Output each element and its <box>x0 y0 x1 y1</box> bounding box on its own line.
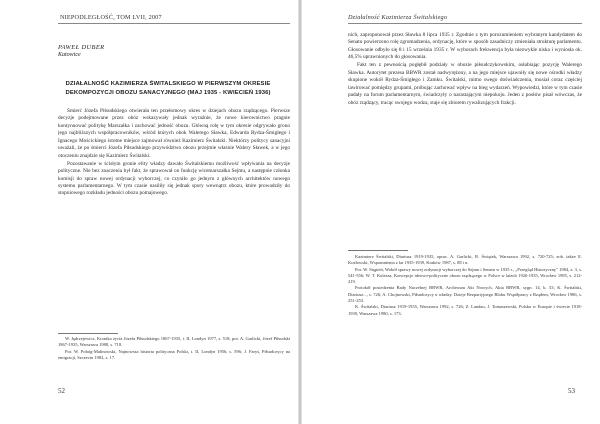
author-name: PAWEŁ DUBER <box>58 44 105 51</box>
author-city: Katowice <box>58 52 81 58</box>
footnote: Por. W. Stępień, Wokół sprawy nowej ordynacji wyborczej do Sejmu i Senatu w 1935 r., „Przegląd Historyczny" 1984, z. 3, s. 541-556; W. T. Kulesza, Koncepcje ideowo-polityczne obozu rządzącego w Polsce w latach 1926-1935, Wrocław 1985, s. 212-219. <box>348 266 582 285</box>
article-title: DZIAŁALNOŚĆ KAZIMIERZA ŚWITALSKIEGO W PIERWSZYM OKRESIE DEKOMPOZYCJI OBOZU SANACYJNEGO (MAJ 1935 - KWIECIEŃ 1936) <box>65 81 271 96</box>
header-rule-left <box>58 23 290 24</box>
left-paragraph: Śmierć Józefa Piłsudskiego otwierała ten przełomowy okres w dziejach obozu rządzącego. Pierwsze decyzje podejmowane przez obóz wskazywały jednak wyraźnie, że nowe kierownictwo pragnie kontynuować politykę Marszałka i zachować jedność obozu. Główną rolę w tym okresie odgrywało grono jego najbliższych współpracowników, wśród których obok Walerego Sławka, Edwarda Rydza-Śmigłego i Ignacego Mościckiego istotne miejsce zajmował również Kazimierz Świtalski. Niektórzy politycy sanacyjni uważali, że po śmierci Józefa Piłsudskiego przywództwo obozu przejmie właśnie Walery Sławek, a w jego otoczeniu znajdzie się Kazimierz Świtalski. <box>58 108 290 159</box>
header-rule-right <box>348 23 582 24</box>
page-number-right: 53 <box>568 387 575 395</box>
left-footnotes <box>58 336 290 382</box>
footnote-separator-left <box>58 333 118 334</box>
page-number-left: 52 <box>58 387 65 395</box>
right-footnotes <box>348 254 582 382</box>
footnote: Kazimierz Świtalski, Diariusz 1919-1935, oprac. A. Garlicki, R. Świętek, Warszawa 1992, s. 720-725; zob. także E. Kozłowski, Wspomnienia z lat 1935-1939, Kraków 1987, s. 88 i n. <box>348 254 582 266</box>
footnote: Protokół posiedzenia Rady Naczelnej BBWR, Archiwum Akt Nowych, Akta BBWR, sygn. 14, k. 33; K. Świtalski, Diariusz..., s. 726; A. Chojnowski, Piłsudczycy u władzy. Dzieje Bezpartyjnego Bloku Współpracy z Rządem, Wrocław 1986, s. 251-253. <box>348 285 582 304</box>
right-paragraph: Fakt ten z pewnością pogłębił podziały w obozie piłsudczykowskim, osłabiając pozycję Walerego Sławka. Autorytet prezesa BBWR został nadwyrężony, a na jego miejsce ujawniły się nowe ośrodki władzy skupione wokół Rydza-Śmigłego i Zamku. Świtalski, mimo swego doświadczenia, musiał coraz częściej lawirować pomiędzy grupami, próbując zachować wpływ na bieg wydarzeń. Wypowiedzi, które w tym czasie padały na forum parlamentarnym, świadczyły o narastającym niepokoju. Jeden z posłów pisał wówczas, że obóz rządzący, tracąc swojego wodza, staje się zbiorem rywalizujących frakcji. <box>348 62 582 106</box>
running-head-left: NIEPODLEGŁOŚĆ, TOM LVII, 2007 <box>60 14 162 21</box>
left-body-text <box>58 108 290 330</box>
footnote-separator-right <box>348 250 408 251</box>
footnote: Por. W. Pobóg-Malinowski, Najnowsza historia polityczna Polski, t. II, Londyn 1956, s. 596; J. Faryś, Piłsudczycy na emigracji, Szczecin 1982, s. 17. <box>58 348 290 360</box>
footnote: K. Świtalski, Diariusz 1919-1935, Warszawa 1992, s. 726; Z. Landau, J. Tomaszewski, Polska w Europie i świecie 1918-1939, Warszawa 1980, s. 173. <box>348 304 582 316</box>
right-page <box>300 0 600 424</box>
footnote: W. Jędrzejewicz, Kronika życia Józefa Piłsudskiego 1867-1935, t. II, Londyn 1977, s. 518; por. A. Garlicki, Józef Piłsudski 1867-1935, Warszawa 1988, s. 718. <box>58 336 290 348</box>
running-head-right: Działalność Kazimierza Świtalskiego <box>348 14 448 21</box>
right-body-text <box>348 32 582 247</box>
right-paragraph: nich, zaproponował przez Sławka 8 lipca 1935 r. Zgodnie z tym porozumieniem wybranym kandydatem do Senatu powierzono rolę zgromadzenia, ordynację, które w sposób zasadniczy zmieniała strukturę parlamentu. Głosowanie odbyło się 8 i 15 września 1935 r. W wyborach frekwencja była niezwykle niska i wyniosła ok. 46,5% uprawnionych do głosowania. <box>348 32 582 61</box>
left-paragraph: Pozostawanie w ścisłym gronie elity władzy dawało Świtalskiemu możliwość wpływania na decyzje polityczne. Nie bez znaczenia był fakt, że sprawował on funkcję wicemarszałka Sejmu, a następnie członka komisji do spraw nowej ordynacji wyborczej, co czyniło go jednym z głównych architektów nowego systemu parlamentarnego. W tym czasie nasiliły się jednak spory wewnątrz obozu, które prowadziły do stopniowego rozkładu jedności obozu pomajowego. <box>58 160 290 197</box>
